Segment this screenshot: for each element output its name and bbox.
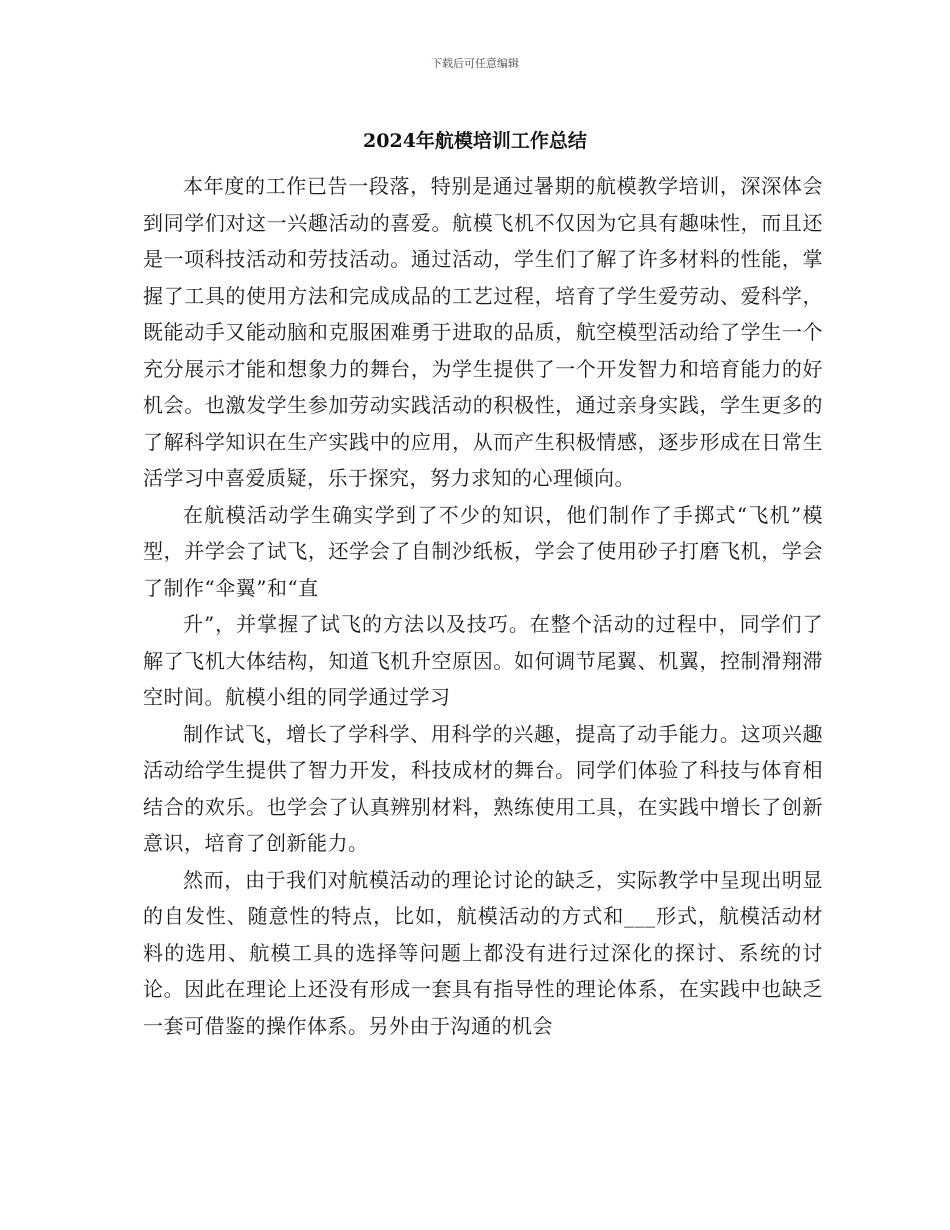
document-title: 2024年航模培训工作总结: [363, 130, 587, 152]
paragraph-5: 然而，由于我们对航模活动的理论讨论的缺乏，实际教学中呈现出明显的自发性、随意性的特点，比如，航模活动的方式和___形式，航模活动材料的选用、航模工具的选择等问题上都没有进行过深化的探讨、系统的讨论。因此在理论上还没有形成一套具有指导性的理论体系，在实践中也缺乏一套可借鉴的操作体系。另外由于沟通的机会: [143, 867, 823, 1038]
paragraph-4: 制作试飞，增长了学科学、用科学的兴趣，提高了动手能力。这项兴趣活动给学生提供了智力开发，科技成材的舞台。同学们体验了科技与体育相结合的欢乐。也学会了认真辨别材料，熟练使用工具，在实践中增长了创新意识，培育了创新能力。: [143, 721, 823, 855]
header-note: 下载后可任意编辑: [431, 57, 519, 70]
paragraph-3: 升”，并掌握了试飞的方法以及技巧。在整个活动的过程中，同学们了解了飞机大体结构，知道飞机升空原因。如何调节尾翼、机翼，控制滑翔滞空时间。航模小组的同学通过学习: [143, 612, 823, 709]
paragraph-1: 本年度的工作已告一段落，特别是通过暑期的航模教学培训，深深体会到同学们对这一兴趣活动的喜爱。航模飞机不仅因为它具有趣味性，而且还是一项科技活动和劳技活动。通过活动，学生们了解了许多材料的性能，掌握了工具的使用方法和完成成品的工艺过程，培育了学生爱劳动、爱科学，既能动手又能动脑和克服困难勇于进取的品质，航空模型活动给了学生一个充分展示才能和想象力的舞台，为学生提供了一个开发智力和培育能力的好机会。也激发学生参加劳动实践活动的积极性，通过亲身实践，学生更多的了解科学知识在生产实践中的应用，从而产生积极情感，逐步形成在日常生活学习中喜爱质疑，乐于探究，努力求知的心理倾向。: [143, 174, 823, 490]
document-body: [143, 168, 823, 1044]
paragraph-2: 在航模活动学生确实学到了不少的知识，他们制作了手掷式“飞机”模型，并学会了试飞，还学会了自制沙纸板，学会了使用砂子打磨飞机，学会了制作“伞翼”和“直: [143, 502, 823, 600]
